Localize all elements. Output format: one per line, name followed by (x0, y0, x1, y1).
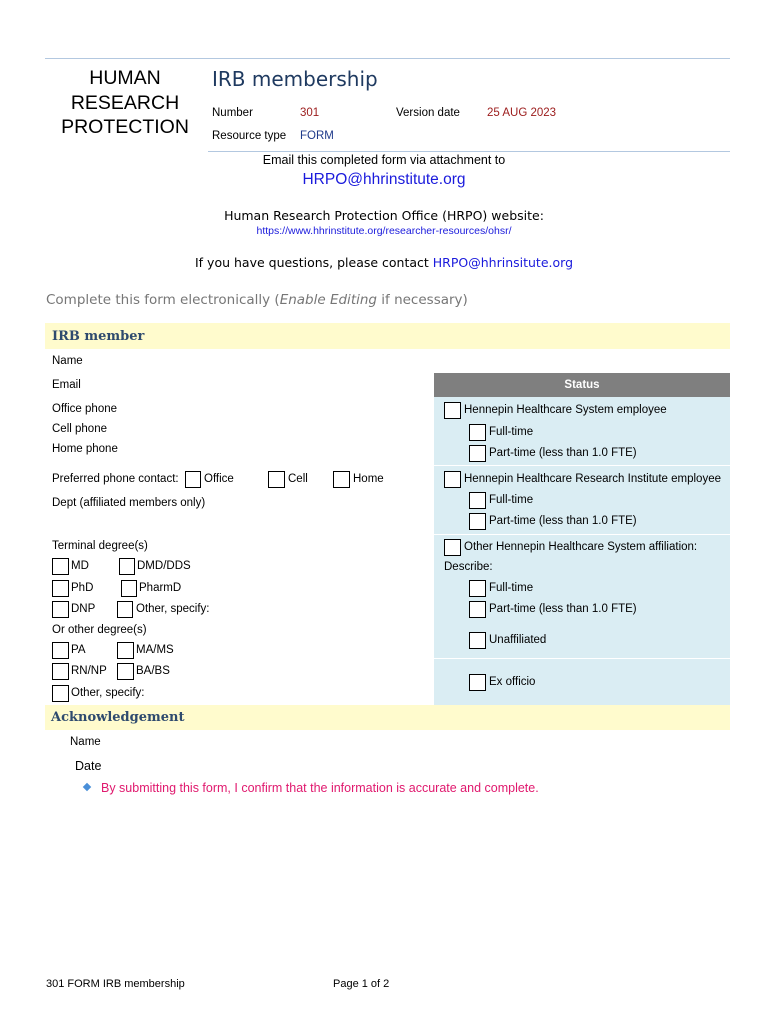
hhri-employee-label: Hennepin Healthcare Research Institute employee (464, 473, 721, 485)
number-value: 301 (300, 107, 320, 119)
degree-phd-label: PhD (71, 582, 94, 594)
degree-pa-label: PA (71, 644, 86, 656)
resource-type-label: Resource type (212, 130, 287, 142)
degree-other-label: Other, specify: (71, 687, 145, 699)
hhri-employee-checkbox[interactable] (444, 471, 461, 488)
status-separator (434, 658, 730, 659)
email-label: Email (52, 379, 81, 391)
version-date-value: 25 AUG 2023 (487, 107, 557, 119)
form-instruction (46, 292, 468, 308)
degree-dmd-dds-label: DMD/DDS (137, 560, 191, 572)
hhs-full-time-checkbox[interactable] (469, 424, 486, 441)
ex-officio-label: Ex officio (489, 676, 536, 688)
preferred-home-label: Home (353, 473, 384, 485)
questions-line (0, 255, 768, 270)
version-date-label: Version date (396, 107, 460, 119)
instruction-prefix: Complete this form electronically ( (46, 292, 280, 308)
other-affiliation-checkbox[interactable] (444, 539, 461, 556)
status-header: Status (434, 373, 730, 397)
other-part-time-checkbox[interactable] (469, 601, 486, 618)
email-instruction: Email this completed form via attachment to (262, 153, 506, 167)
degree-ba-bs-checkbox[interactable] (117, 663, 134, 680)
organization-name (46, 66, 204, 140)
irb-member-title: IRB member (52, 329, 145, 344)
home-phone-label: Home phone (52, 443, 118, 455)
degree-other-terminal-checkbox[interactable] (117, 601, 133, 618)
degree-md-label: MD (71, 560, 89, 572)
degree-md-checkbox[interactable] (52, 558, 69, 575)
resource-type-value: FORM (300, 130, 334, 142)
degree-pharmd-checkbox[interactable] (121, 580, 137, 597)
degree-dmd-dds-checkbox[interactable] (119, 558, 135, 575)
hhs-employee-checkbox[interactable] (444, 402, 461, 419)
org-line-3: PROTECTION (61, 116, 189, 138)
questions-prefix: If you have questions, please contact (194, 255, 433, 270)
ack-date-label: Date (75, 759, 102, 773)
irb-member-section-header (45, 323, 730, 349)
describe-label: Describe: (444, 561, 493, 573)
hhri-part-time-label: Part-time (less than 1.0 FTE) (489, 515, 637, 527)
other-degree-label: Or other degree(s) (52, 624, 147, 636)
hhs-part-time-label: Part-time (less than 1.0 FTE) (489, 447, 637, 459)
degree-pa-checkbox[interactable] (52, 642, 69, 659)
office-phone-label: Office phone (52, 403, 118, 415)
acknowledgement-title: Acknowledgement (51, 710, 185, 725)
other-full-time-label: Full-time (489, 582, 534, 594)
acknowledgement-section-header (45, 705, 730, 730)
header-bottom-rule (208, 151, 730, 152)
website-label: Human Research Protection Office (HRPO) website: (224, 208, 544, 223)
degree-other-terminal-label: Other, specify: (136, 603, 210, 615)
footer-form-id: 301 FORM IRB membership (46, 978, 185, 990)
degree-ma-ms-label: MA/MS (136, 644, 174, 656)
hrpo-website-link[interactable]: https://www.hhrinstitute.org/researcher-resources/ohsr/ (256, 225, 512, 237)
bullet-diamond-icon (83, 783, 91, 791)
name-label: Name (52, 355, 83, 367)
form-title: IRB membership (212, 67, 378, 91)
hrpo-email-link[interactable]: HRPO@hhrinstitute.org (302, 171, 466, 188)
org-line-2: RESEARCH (70, 91, 180, 114)
status-separator (434, 534, 730, 535)
hhs-full-time-label: Full-time (489, 426, 534, 438)
top-rule (45, 58, 730, 59)
ex-officio-checkbox[interactable] (469, 674, 486, 691)
unaffiliated-label: Unaffiliated (489, 634, 547, 646)
degree-dnp-checkbox[interactable] (52, 601, 69, 618)
status-separator (434, 465, 730, 466)
degree-dnp-label: DNP (71, 603, 96, 615)
preferred-office-checkbox[interactable] (185, 471, 201, 488)
degree-ma-ms-checkbox[interactable] (117, 642, 134, 659)
degree-pharmd-label: PharmD (139, 582, 182, 594)
hhs-employee-label: Hennepin Healthcare System employee (464, 404, 667, 416)
preferred-phone-label: Preferred phone contact: (52, 473, 179, 485)
ack-name-label: Name (70, 736, 101, 748)
number-label: Number (212, 107, 253, 119)
org-line-1: HUMAN (89, 67, 161, 89)
footer-page-number: Page 1 of 2 (333, 978, 390, 990)
other-full-time-checkbox[interactable] (469, 580, 486, 597)
hhs-part-time-checkbox[interactable] (469, 445, 486, 462)
questions-email-link[interactable]: HRPO@hhrinsitute.org (432, 255, 573, 270)
hhri-part-time-checkbox[interactable] (469, 513, 486, 530)
degree-ba-bs-label: BA/BS (136, 665, 170, 677)
degree-other-checkbox[interactable] (52, 685, 69, 702)
confirmation-statement: By submitting this form, I confirm that the information is accurate and complete. (101, 781, 539, 795)
degree-rn-np-label: RN/NP (71, 665, 107, 677)
cell-phone-label: Cell phone (52, 423, 107, 435)
preferred-office-label: Office (204, 473, 234, 485)
preferred-cell-checkbox[interactable] (268, 471, 285, 488)
unaffiliated-checkbox[interactable] (469, 632, 486, 649)
hhri-full-time-label: Full-time (489, 494, 534, 506)
instruction-suffix: if necessary) (376, 292, 468, 308)
hhri-full-time-checkbox[interactable] (469, 492, 486, 509)
dept-label: Dept (affiliated members only) (52, 497, 206, 509)
other-part-time-label: Part-time (less than 1.0 FTE) (489, 603, 637, 615)
degree-rn-np-checkbox[interactable] (52, 663, 69, 680)
other-affiliation-label: Other Hennepin Healthcare System affiliation: (464, 541, 698, 553)
degree-phd-checkbox[interactable] (52, 580, 69, 597)
preferred-home-checkbox[interactable] (333, 471, 350, 488)
terminal-degree-label: Terminal degree(s) (52, 540, 148, 552)
preferred-cell-label: Cell (288, 473, 308, 485)
instruction-emphasis: Enable Editing (279, 292, 377, 308)
